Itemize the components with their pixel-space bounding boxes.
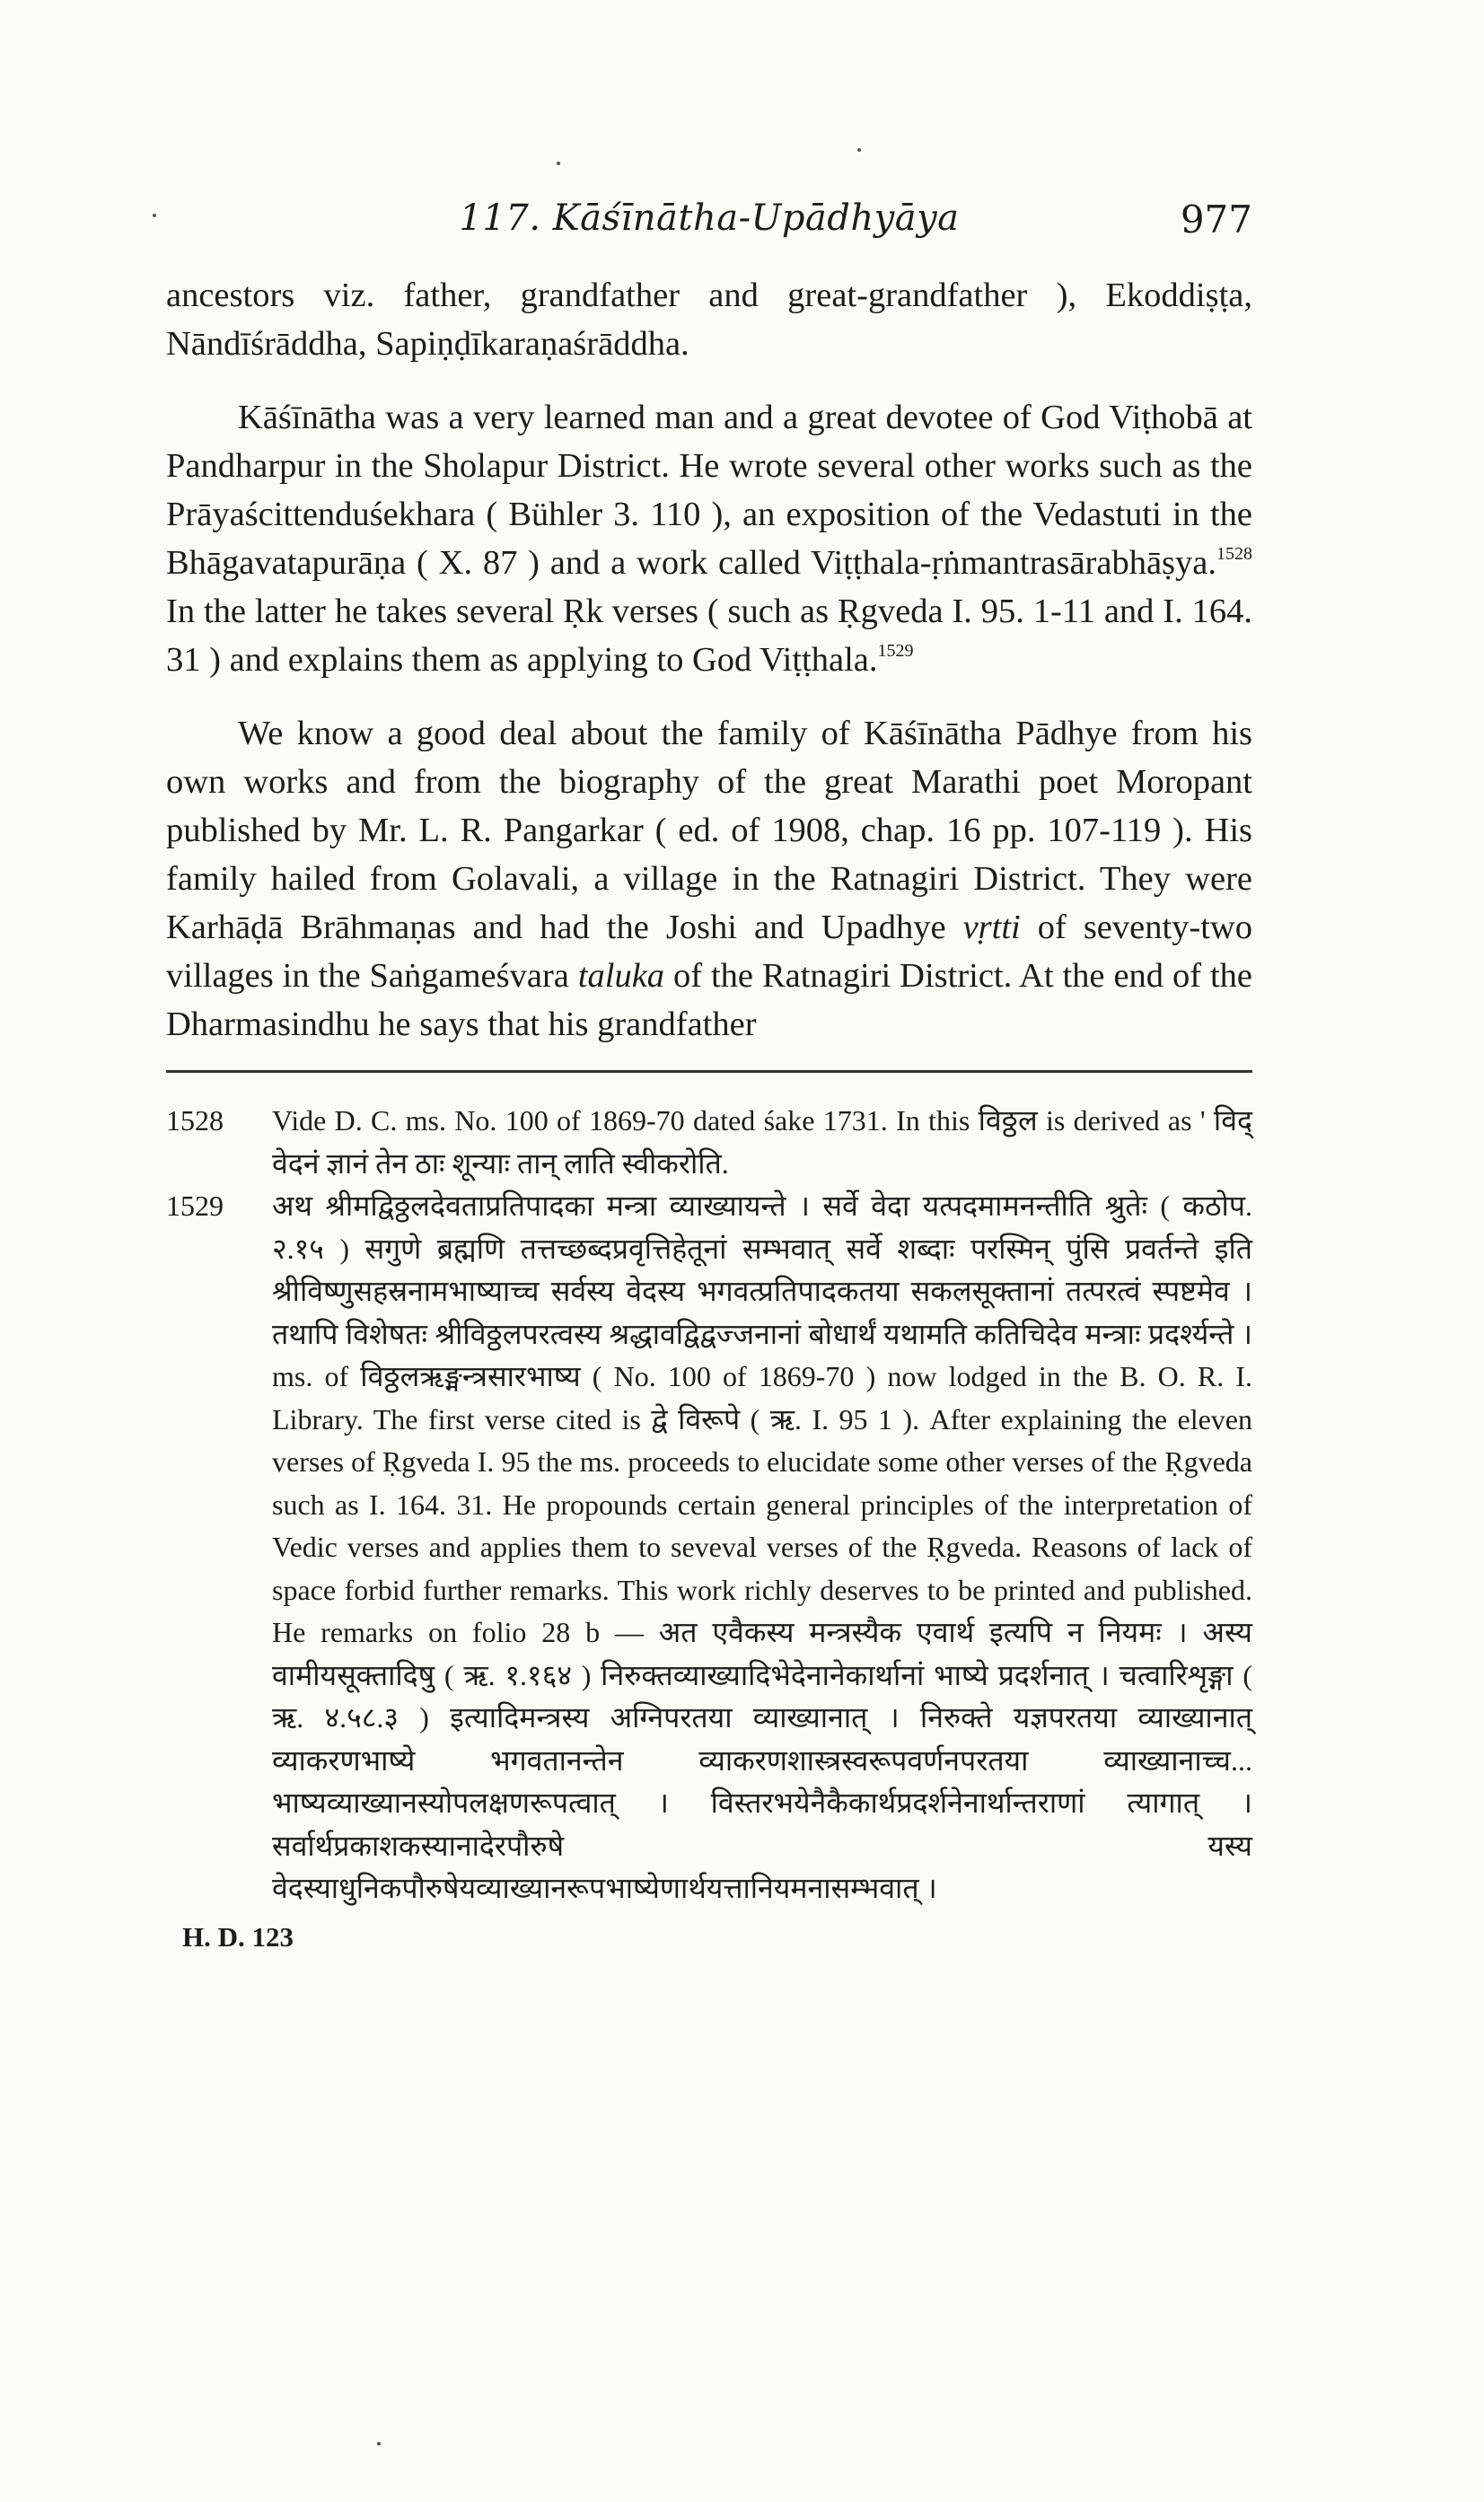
italic-term: vṛtti bbox=[962, 909, 1021, 946]
signature-mark: H. D. 123 bbox=[182, 1920, 294, 1953]
footnote-ref-1529[interactable]: 1529 bbox=[877, 641, 914, 661]
running-header bbox=[166, 198, 1252, 251]
footnotes bbox=[166, 1100, 1252, 1958]
page-number: 977 bbox=[1180, 198, 1252, 241]
footnote-text: Vide D. C. ms. No. 100 of 1869-70 dated śake 1731. In this विठ्ठल is derived as ' विद् वेदनं ज्ञानं तेन ठाः शून्याः तान् लाति स्वीकरोति. bbox=[272, 1104, 1252, 1180]
paragraph-text: We know a good deal about the family of Kāśīnātha Pādhye from his own works and from the biography of the great Marathi poet Moropant published by Mr. L. R. Pangarkar ( ed. of 1908, chap. 16 pp. 107-119 ). His family hailed from Golavali, a village in the Ratnagiri District. They were Karhāḍā Brāhmaṇas and had the Joshi and Upadhye bbox=[166, 715, 1252, 946]
paragraph-text: In the latter he takes several Ṛk verses ( such as Ṛgveda I. 95. 1-11 and I. 164. 31 ) and explains them as applying to God Viṭṭhala. bbox=[166, 593, 1252, 679]
page-content bbox=[166, 198, 1252, 1958]
paragraph-continuation: ancestors viz. father, grandfather and great-grandfather ), Ekoddiṣṭa, Nāndīśrāddha, Sapiṇḍīkaraṇaśrāddha. bbox=[166, 277, 1252, 363]
running-title: 117. Kāśīnātha-Upādhyāya bbox=[459, 198, 960, 239]
paragraph-kasinatha-works bbox=[166, 393, 1252, 684]
footnote-number: 1528 bbox=[166, 1104, 224, 1137]
paragraph-text: Kāśīnātha was a very learned man and a great devotee of God Viṭhobā at Pandharpur in the Sholapur District. He wrote several other works such as the Prāyaścittenduśekhara ( Bühler 3. 110 ), an exposition of the Vedastuti in the Bhāgavatapurāṇa ( X. 87 ) and a work called Viṭṭhala-ṛṅmantrasārabhāṣya. bbox=[166, 399, 1252, 582]
footnote-1528 bbox=[166, 1100, 1252, 1185]
speck bbox=[377, 2442, 381, 2445]
speck bbox=[153, 214, 156, 217]
speck bbox=[857, 148, 861, 152]
footnote-number: 1529 bbox=[166, 1190, 224, 1222]
paragraph-text: of seventy-two villages in the Saṅgameśvara bbox=[166, 909, 1252, 995]
italic-term: taluka bbox=[577, 957, 665, 995]
footnote-1529 bbox=[166, 1185, 1252, 1910]
footnote-ref-1528[interactable]: 1528 bbox=[1216, 544, 1252, 564]
footnote-text: अथ श्रीमद्विठ्ठलदेवताप्रतिपादका मन्त्रा व्याख्यायन्ते । सर्वे वेदा यत्पदमामनन्तीति श्रुतेः ( कठोप. २.१५ ) सगुणे ब्रह्मणि तत्तच्छब्दप्रवृत्तिहेतूनां सम्भवात् सर्वे शब्दाः परस्मिन् पुंसि प्रवर्तन्ते इति श्रीविष्णुसहस्रनामभाष्याच्च सर्वस्य वेदस्य भगवत्प्रतिपादकतया सकलसूक्तानां तत्परत्वं स्पष्टमेव । तथापि विशेषतः श्रीविठ्ठलपरत्वस्य श्रद्धावद्विद्वज्जनानां बोधार्थं यथामति कतिचिदेव मन्त्राः प्रदर्श्यन्ते । ms. of विठ्ठलऋङ्मन्त्रसारभाष्य ( No. 100 of 1869-70 ) now lodged in the B. O. R. I. Library. The first verse cited is द्वे विरूपे ( ऋ. I. 95 1 ). After explaining the eleven verses of Ṛgveda I. 95 the ms. proceeds to elucidate some other verses of the Ṛgveda such as I. 164. 31. He propounds certain general principles of the interpretation of Vedic verses and applies them to seveval verses of the Ṛgveda. Reasons of lack of space forbid further remarks. This work richly deserves to be printed and published. He remarks on folio 28 b — अत एवैकस्य मन्त्रस्यैक एवार्थ इत्यपि न नियमः । अस्य वामीयसूक्तादिषु ( ऋ. १.१६४ ) निरुक्तव्याख्यादिभेदेनानेकार्थानां भाष्ये प्रदर्शनात् । चत्वारिशृङ्गा ( ऋ. ४.५८.३ ) इत्यादिमन्त्रस्य अग्निपरतया व्याख्यानात् । निरुक्ते यज्ञपरतया व्याख्यानात् व्याकरणभाष्ये भगवतानन्तेन व्याकरणशास्त्रस्वरूपवर्णनपरतया व्याख्यानाच्च... भाष्यव्याख्यानस्योपलक्षणरूपत्वात् । विस्तरभयेनैकैकार्थप्रदर्शनेनार्थान्तराणां त्यागात् । सर्वार्थप्रकाशकस्यानादेरपौरुषे यस्य वेदस्याधुनिकपौरुषेयव्याख्यानरूपभाष्येणार्थयत्तानियमनासम्भवात् । bbox=[272, 1190, 1252, 1904]
speck bbox=[557, 162, 560, 165]
paragraph-family bbox=[166, 709, 1252, 1049]
footnote-divider bbox=[166, 1070, 1252, 1073]
paragraph-text: of the Ratnagiri District. At the end of the Dharmasindhu he says that his grandfather bbox=[166, 957, 1252, 1043]
